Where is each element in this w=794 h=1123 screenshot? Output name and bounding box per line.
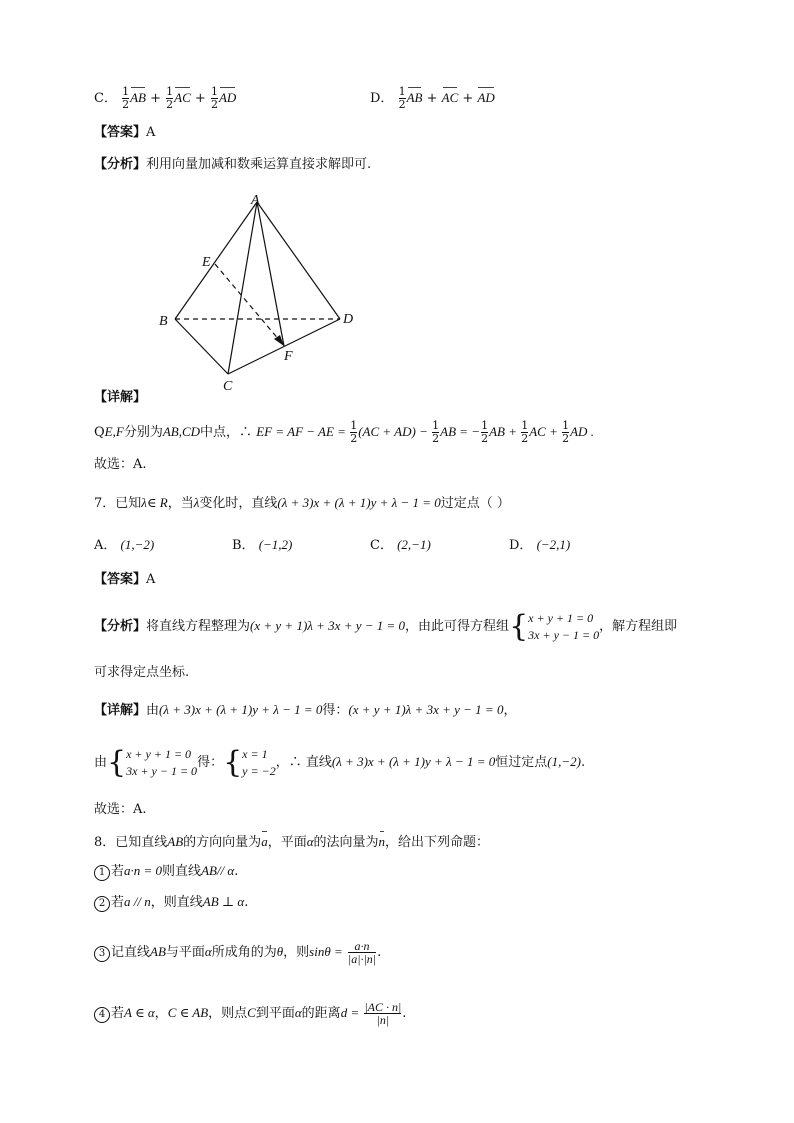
equation: (λ + 3)x + (λ + 1)y + λ − 1 = 0 [159, 702, 323, 717]
fraction: $\frac{1}{2}$ [350, 419, 358, 445]
equation: (x + y + 1)λ + 3x + y − 1 = 0 [348, 702, 504, 717]
math: α [306, 834, 314, 849]
text: 由 [146, 703, 160, 718]
math: E,F [104, 424, 124, 439]
option-letter: A． [94, 538, 117, 553]
analysis-2 [94, 608, 677, 645]
text: ，则点 [208, 1006, 248, 1021]
math: AB,CD [162, 424, 201, 439]
text: 记直线 [111, 945, 151, 960]
math: α [294, 1005, 302, 1020]
math: AB ⊥ α [202, 894, 245, 909]
circled-number: 2 [94, 896, 110, 912]
label-c: C [223, 379, 233, 394]
question-8-stem [94, 833, 489, 852]
equation-system [528, 610, 599, 644]
system-line: y = −2 [242, 763, 276, 778]
text: 变化时，直线 [199, 496, 278, 511]
fraction: $\frac{1}{2}$ [521, 419, 529, 445]
option-letter: D． [370, 91, 394, 106]
option-letter: B． [232, 538, 255, 553]
text: ，解方程组即 [599, 619, 678, 634]
text: ，当 [167, 496, 194, 511]
equation-part: (AC + AD) − [358, 424, 432, 439]
text: ，∴ 直线 [275, 755, 332, 770]
math: a·n = 0 [124, 863, 163, 878]
text: . [244, 895, 249, 910]
option-value: (−2,1) [536, 537, 571, 552]
equation-part: AB = − [440, 424, 481, 439]
text: 得： [197, 755, 224, 770]
answer-value: A [146, 572, 156, 587]
math: sinθ = [309, 944, 343, 959]
option-letter: D． [509, 538, 533, 553]
line-equation: (λ + 3)x + (λ + 1)y + λ − 1 = 0 [277, 495, 441, 510]
vector-n: n [378, 834, 386, 849]
edge-cd [228, 319, 340, 374]
system-line: x + y + 1 = 0 [528, 610, 594, 625]
option-letter: C． [94, 91, 117, 106]
equation: (λ + 3)x + (λ + 1)y + λ − 1 = 0 [331, 754, 496, 769]
text: ，则 [283, 945, 310, 960]
denominator: |n| [364, 1013, 401, 1026]
text: 将直线方程整理为 [146, 619, 251, 634]
equation-part: EF = AF − AE = [256, 424, 350, 439]
text: ， [503, 703, 517, 718]
proposition-3 [94, 930, 381, 975]
fixed-point: (1,−2) [547, 754, 581, 769]
answer-tag: 【答案】 [94, 125, 147, 140]
question-7-stem [94, 494, 510, 513]
text: 若 [111, 895, 125, 910]
equation-part: AD . [570, 424, 594, 439]
answer-value: A [146, 125, 156, 140]
text: . [402, 1006, 407, 1021]
analysis-tag: 【分析】 [94, 619, 147, 634]
text: 与平面 [165, 945, 205, 960]
math: λ∈ R [141, 495, 168, 510]
proposition-2 [94, 893, 248, 912]
math: d = [340, 1005, 360, 1020]
text: ，由此可得方程组 [405, 619, 510, 634]
analysis-tag: 【分析】 [94, 157, 147, 172]
question-7-option-c [370, 536, 431, 555]
math: α [204, 944, 212, 959]
text: . [377, 945, 382, 960]
brace: { [107, 744, 127, 780]
detail-2-line2 [94, 742, 585, 783]
detail-tag: 【详解】 [94, 703, 147, 718]
fraction [364, 1001, 401, 1026]
math: AB [150, 944, 166, 959]
edge-ab [175, 202, 257, 319]
fraction: $\frac{1}{2}$ [481, 419, 489, 445]
text: 若 [111, 1006, 125, 1021]
text: 中点， [200, 425, 240, 440]
option-d: D． $\frac{1}{2}$ AB + AC + AD [370, 85, 495, 111]
edge-ac [228, 202, 257, 374]
question-7-option-a [94, 536, 154, 555]
math: AB// α [201, 863, 235, 878]
text: ，平面 [267, 835, 307, 850]
proposition-1 [94, 862, 238, 881]
text: 到平面 [255, 1006, 295, 1021]
option-value: (1,−2) [120, 537, 155, 552]
text: 7．已知 [94, 496, 142, 511]
detail-1-body [94, 420, 594, 445]
solution-system [242, 746, 276, 780]
text: 恒过定点 [495, 755, 548, 770]
fraction: $\frac{1}{2}$ [432, 419, 440, 445]
label-f: F [284, 349, 293, 364]
circled-number: 4 [94, 1007, 110, 1023]
equation-part: AC + [529, 424, 562, 439]
math: θ [276, 944, 284, 959]
therefore-symbol: ∴ [239, 425, 253, 440]
answer-1 [94, 124, 155, 142]
text: 所成角的为 [211, 945, 277, 960]
text: 的距离 [301, 1006, 341, 1021]
system-line: x = 1 [242, 746, 268, 761]
because-symbol: Q [94, 425, 105, 440]
system-line: 3x + y − 1 = 0 [528, 627, 600, 642]
equation: (x + y + 1)λ + 3x + y − 1 = 0 [250, 618, 406, 633]
vector-a: a [261, 834, 268, 849]
label-b: B [159, 314, 168, 329]
label-a: A [251, 193, 260, 208]
system-line: 3x + y − 1 = 0 [126, 763, 198, 778]
circled-number: 1 [94, 865, 110, 881]
answer-tag: 【答案】 [94, 572, 147, 587]
text: 的方向向量为 [183, 835, 262, 850]
math: C ∈ AB [167, 1005, 209, 1020]
math: a // n [124, 894, 151, 909]
text: 8．已知直线 [94, 835, 168, 850]
system-line: x + y + 1 = 0 [126, 746, 192, 761]
text: 若 [111, 864, 125, 879]
numerator: |AC · n| [364, 1000, 402, 1014]
option-value: (2,−1) [397, 537, 431, 552]
brace: { [223, 744, 243, 780]
tetrahedron-figure [150, 188, 370, 398]
fraction: $\frac{1}{2}$ [210, 85, 218, 111]
math: A ∈ α [124, 1005, 155, 1020]
fraction: $\frac{1}{2}$ [166, 85, 174, 111]
choose-2: 故选：A. [94, 802, 147, 817]
answer-2 [94, 571, 155, 589]
text: 由 [94, 755, 108, 770]
text: ，则直线 [150, 895, 203, 910]
text: 得： [322, 703, 349, 718]
text: . [234, 864, 239, 879]
detail-2-line1 [94, 701, 516, 720]
circled-number: 3 [94, 946, 110, 962]
fraction: $\frac{1}{2}$ [562, 419, 570, 445]
text: ，给出下列命题： [385, 835, 490, 850]
math: AB [167, 834, 184, 849]
text: . [580, 755, 586, 770]
segment-af [257, 202, 284, 346]
question-7-option-b [232, 536, 292, 555]
math: λ [193, 495, 200, 510]
fraction [348, 940, 376, 965]
detail-1-tag [94, 389, 146, 407]
text: ， [154, 1006, 168, 1021]
math: C [247, 1005, 256, 1020]
option-value: (−1,2) [258, 537, 293, 552]
analysis-2-cont: 可求得定点坐标. [94, 665, 190, 680]
option-letter: C． [370, 538, 393, 553]
text: 的法向量为 [313, 835, 379, 850]
label-d: D [343, 312, 354, 327]
text: 则直线 [162, 864, 202, 879]
proposition-4 [94, 990, 406, 1037]
equation-system [126, 746, 197, 780]
equation-part: AB + [489, 424, 521, 439]
label-e: E [202, 255, 211, 270]
detail-tag: 【详解】 [94, 390, 147, 405]
numerator: a·n [354, 939, 370, 953]
text: 过定点（ ） [440, 496, 510, 511]
fraction: $\frac{1}{2}$ [398, 85, 406, 111]
text: 分别为 [123, 425, 163, 440]
analysis-1 [94, 156, 371, 174]
analysis-text: 利用向量加减和数乘运算直接求解即可. [146, 157, 372, 172]
question-7-option-d [509, 536, 570, 555]
brace: { [509, 608, 529, 644]
edge-ad [257, 202, 340, 319]
option-c: C． $\frac{1}{2}$ AB + $\frac{1}{2}$ AC + $\frac{1}{2}$ AD [94, 85, 237, 111]
denominator: |a|·|n| [347, 952, 377, 966]
choose-1: 故选：A. [94, 457, 147, 472]
edge-bc [175, 319, 228, 374]
fraction: $\frac{1}{2}$ [122, 85, 130, 111]
